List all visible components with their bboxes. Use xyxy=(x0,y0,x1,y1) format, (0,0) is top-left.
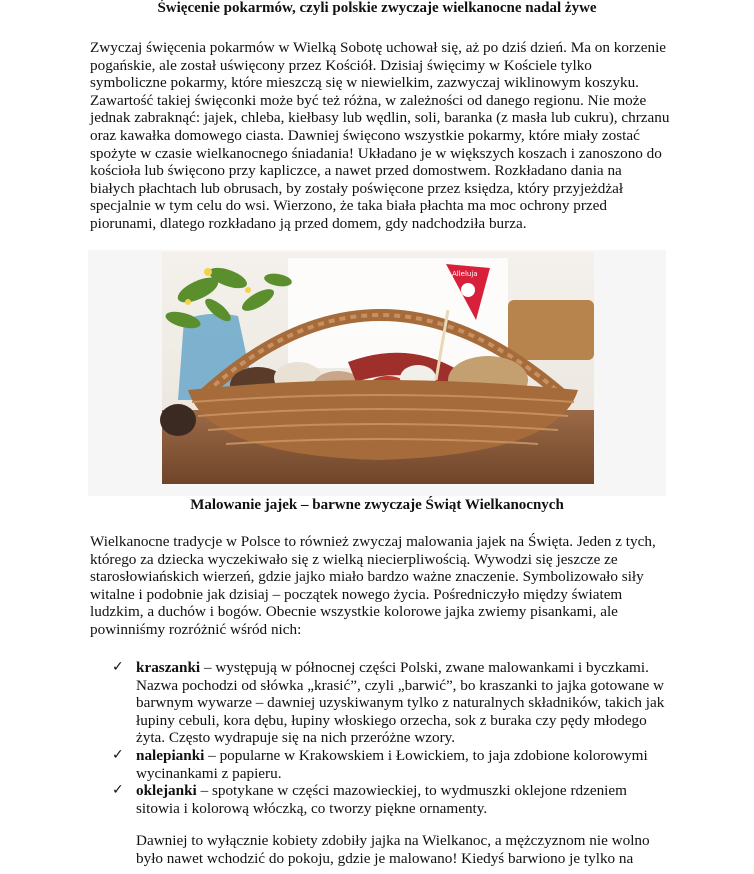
list-item-text: – popularne w Krakowskiem i Łowickiem, to jaja zdobione kolorowymi wycinankami z papieru. xyxy=(136,746,648,782)
checkmark-icon: ✓ xyxy=(112,782,124,799)
list-item xyxy=(112,747,672,782)
list-item-term: kraszanki xyxy=(136,659,201,676)
paragraph-closing: Dawniej to wyłącznie kobiety zdobiły jajka na Wielkanoc, a mężczyznom nie wolno było nawet wchodzić do pokoju, gdzie je malowano! Kiedyś barwiono je tylko na xyxy=(136,832,650,867)
list-item-text: – spotykane w części mazowieckiej, to wydmuszki oklejone rdzeniem sitowia i kolorową włóczką, co tworzy piękne ornamenty. xyxy=(136,782,627,817)
easter-basket-image xyxy=(88,250,666,496)
paragraph-malowanie: Wielkanocne tradycje w Polsce to również zwyczaj malowania jajek na Święta. Jeden z tych, którego za dziecka wyczekiwało się z wielką niecierpliwością. Wywodzi się jeszcze ze starosłowiańskich wierzeń, gdzie jajko miało bardzo ważne znaczenie. Symbolizowało siły witalne i podobnie jak dzisiaj – początek nowego życia. Pośredniczyło między światem ludzkim, a duchów i bogów. Obecnie wszystkie kolorowe jajka zwiemy pisankami, ale powinniśmy rozróżnić wśród nich: xyxy=(90,533,656,638)
list-item-term: nalepianki xyxy=(136,746,205,764)
section-title-swiecenie: Święcenie pokarmów, czyli polskie zwyczaje wielkanocne nadal żywe xyxy=(157,0,597,16)
list-item-term: oklejanki xyxy=(136,782,197,800)
list-item-text: – występują w północnej części Polski, zwane malowankami i byczkami. Nazwa pochodzi od słówka „krasić”, czyli „barwić”, bo kraszanki to jajka gotowane w barwnym wywarze – dawniej uzyskiwanym tylko z naturalnych składników, takich jak łupiny cebuli, kora dębu, łupiny włoskiego orzecha, sok z buraka czy pędy młodego żyta. Często wydrapuje się na nich przeróżne wzory. xyxy=(136,659,665,747)
paragraph-swiecenie: Zwyczaj święcenia pokarmów w Wielką Sobotę uchował się, aż po dziś dzień. Ma on korzenie pogańskie, ale został uświęcony przez Kościół. Dzisiaj święcimy w Kościele tylko symboliczne pokarmy, które mieszczą się w niewielkim, zazwyczaj wiklinowym koszyku. Zawartość takiej święconki może być też różna, w zależności od danego regionu. Nie może jednak zabraknąć: jajek, chleba, kiełbasy lub wędlin, soli, baranka (z masła lub cukru), chrzanu oraz kawałka domowego ciasta. Dawniej święcono wszystkie pokarmy, które miały zostać spożyte w czasie wielkanocnego śniadania! Układano je w większych koszach i zanoszono do kościoła lub święcono przy kapliczce, a nawet przed domostwem. Rozkładano dania na białych płachtach lub obrusach, by zostały poświęcone przez księdza, który przyjeżdżał specjalnie w tym celu do wsi. Wierzono, że taka biała płachta ma moc ochrony przed piorunami, dlatego rozkładano ją przed domem, gdy nadchodziła burza. xyxy=(90,39,670,232)
checkmark-icon: ✓ xyxy=(112,659,124,675)
list-item xyxy=(112,782,672,817)
flag-text: Alleluja xyxy=(452,270,478,278)
list-item xyxy=(112,659,672,747)
egg-types-list xyxy=(112,659,672,817)
checkmark-icon: ✓ xyxy=(112,746,124,763)
section-title-malowanie: Malowanie jajek – barwne zwyczaje Świąt Wielkanocnych xyxy=(190,497,564,513)
